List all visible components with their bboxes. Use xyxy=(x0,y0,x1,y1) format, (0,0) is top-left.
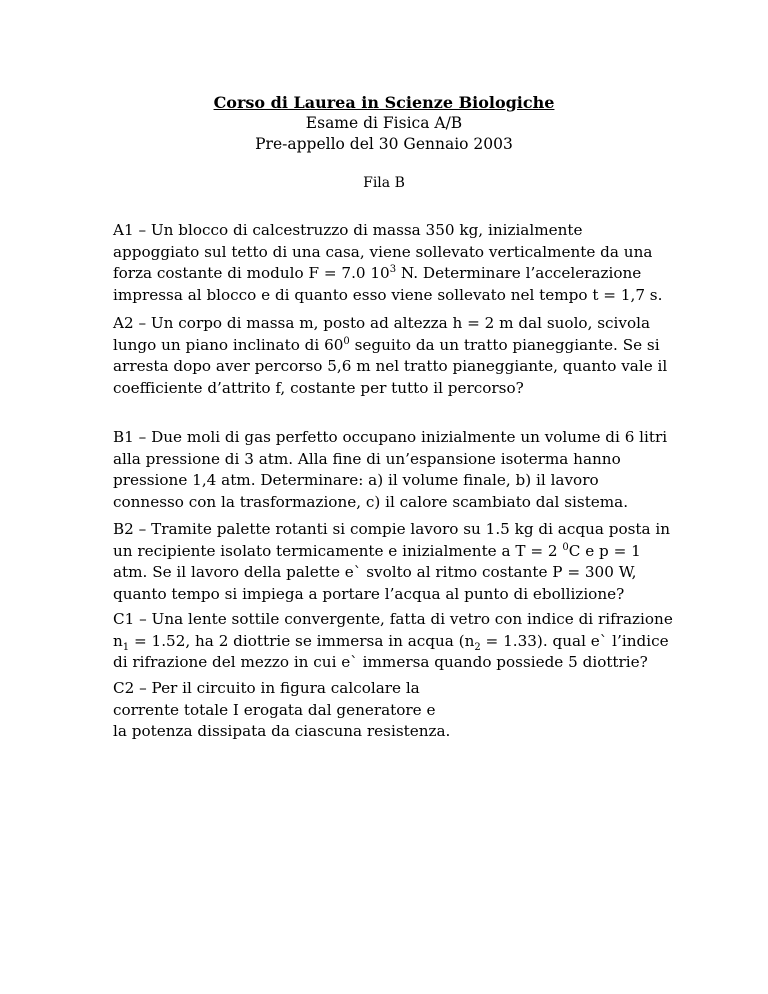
problem-b1: B1 – Due moli di gas perfetto occupano inizialmente un volume di 6 litri alla pressione di 3 atm. Alla fine di un’espansione isoterma hanno pressione 1,4 atm. Determinare: a) il volume finale, b) il lavoro connesso con la trasformazione, c) il calore scambiato dal sistema. xyxy=(113,428,668,511)
problem-a1 xyxy=(113,220,673,306)
problem-a2-degree: 0 xyxy=(343,335,350,347)
problem-c1-subscript-1: 1 xyxy=(122,641,130,653)
exam-date: Pre-appello del 30 Gennaio 2003 xyxy=(255,135,513,153)
problem-c1-text-1: C1 – Una lente sottile convergente, fatta di vetro con indice di rifrazione n xyxy=(113,610,673,650)
problem-c1 xyxy=(113,609,673,674)
problem-a2-text-2: seguito da un tratto pianeggiante. Se si arresta dopo aver percorso 5,6 m nel tratto pianeggiante, quanto vale il coefficiente d’attrito f, costante per tutto il percorso? xyxy=(113,335,668,397)
problem-a2 xyxy=(113,313,673,399)
problem-a1-text-1: A1 – Un blocco di calcestruzzo di massa 350 kg, inizialmente appoggiato sul tetto di una casa, viene sollevato verticalmente da una forza costante di modulo F = 7.0 10 xyxy=(113,221,653,282)
exam-subtitle: Esame di Fisica A/B xyxy=(305,114,463,132)
problem-a1-exponent: 3 xyxy=(389,263,397,275)
problem-c1-subscript-2: 2 xyxy=(474,641,481,653)
course-title: Corso di Laurea in Scienze Biologiche xyxy=(213,93,555,112)
problem-b2-text-1: B2 – Tramite palette rotanti si compie lavoro su 1.5 kg di acqua posta in un recipiente isolato termicamente e inizialmente a T = 2 xyxy=(113,520,671,560)
exam-header xyxy=(0,92,768,194)
exam-fila: Fila B xyxy=(363,175,405,191)
problem-c1-text-2: = 1.52, ha 2 diottrie se immersa in acqua (n xyxy=(129,631,475,650)
problem-b2 xyxy=(113,519,673,605)
problem-b2-degree: 0 xyxy=(562,541,569,553)
problem-a2-text-1: A2 – Un corpo di massa m, posto ad altezza h = 2 m dal suolo, scivola lungo un piano inclinato di 60 xyxy=(113,314,651,354)
problem-c2: C2 – Per il circuito in figura calcolare la corrente totale I erogata dal generatore e la potenza dissipata da ciascuna resistenza. xyxy=(113,679,451,740)
problem-a1-text-2: N. Determinare l’accelerazione impressa al blocco e di quanto esso viene sollevato nel tempo t = 1,7 s. xyxy=(113,264,663,304)
problem-c1-text-3: = 1.33). qual e` l’indice di rifrazione del mezzo in cui e` immersa quando possiede 5 diottrie? xyxy=(113,631,669,671)
problem-b2-text-2: C e p = 1 atm. Se il lavoro della palette e` svolto al ritmo costante P = 300 W, quanto tempo si impiega a portare l’acqua al punto di ebollizione? xyxy=(113,541,641,603)
